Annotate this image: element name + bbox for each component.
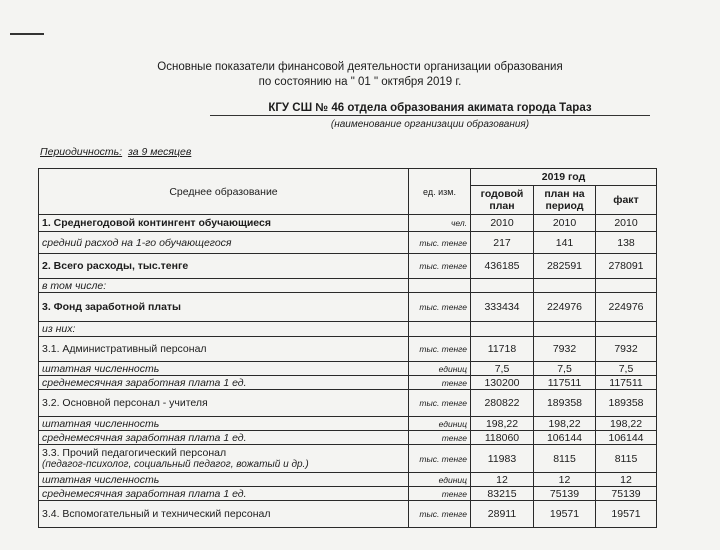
row-name: штатная численность bbox=[39, 362, 409, 376]
row-name: 1. Среднегодовой контингент обучающиеся bbox=[39, 215, 409, 232]
table-row bbox=[39, 445, 657, 473]
row-unit: единиц bbox=[409, 417, 471, 431]
row-unit: тыс. тенге bbox=[409, 445, 471, 473]
row-annual-plan: 198,22 bbox=[471, 417, 534, 431]
row-fact: 2010 bbox=[596, 215, 657, 232]
row-unit: тыс. тенге bbox=[409, 501, 471, 528]
row-fact: 19571 bbox=[596, 501, 657, 528]
row-annual-plan: 12 bbox=[471, 473, 534, 487]
table-row bbox=[39, 501, 657, 528]
document-title bbox=[0, 60, 720, 90]
row-unit: тыс. тенге bbox=[409, 337, 471, 362]
row-period-plan: 106144 bbox=[534, 431, 596, 445]
row-unit bbox=[409, 279, 471, 293]
row-period-plan bbox=[534, 322, 596, 337]
row-name: среднемесячная заработная плата 1 ед. bbox=[39, 376, 409, 390]
row-fact: 224976 bbox=[596, 293, 657, 322]
row-name: штатная численность bbox=[39, 473, 409, 487]
row-period-plan: 282591 bbox=[534, 254, 596, 279]
row-annual-plan: 11983 bbox=[471, 445, 534, 473]
table-row bbox=[39, 279, 657, 293]
row-name bbox=[39, 445, 409, 473]
row-name: 3. Фонд заработной платы bbox=[39, 293, 409, 322]
row-fact: 12 bbox=[596, 473, 657, 487]
row-annual-plan: 83215 bbox=[471, 487, 534, 501]
table-header bbox=[39, 169, 657, 215]
row-name: в том числе: bbox=[39, 279, 409, 293]
table-row bbox=[39, 487, 657, 501]
row-period-plan: 7932 bbox=[534, 337, 596, 362]
row-period-plan: 2010 bbox=[534, 215, 596, 232]
row-fact: 7932 bbox=[596, 337, 657, 362]
title-line-2: по состоянию на " 01 " октября 2019 г. bbox=[258, 76, 462, 88]
row-period-plan: 189358 bbox=[534, 390, 596, 417]
row-annual-plan: 280822 bbox=[471, 390, 534, 417]
row-unit: единиц bbox=[409, 473, 471, 487]
row-fact bbox=[596, 322, 657, 337]
row-unit: тенге bbox=[409, 431, 471, 445]
row-unit: тыс. тенге bbox=[409, 293, 471, 322]
row-period-plan: 7,5 bbox=[534, 362, 596, 376]
table-row bbox=[39, 337, 657, 362]
row-unit: чел. bbox=[409, 215, 471, 232]
row-name: штатная численность bbox=[39, 417, 409, 431]
row-annual-plan: 7,5 bbox=[471, 362, 534, 376]
row-name-line-1: 3.3. Прочий педагогический персонал bbox=[42, 446, 227, 459]
period-label: Периодичность: bbox=[40, 146, 123, 158]
financial-table bbox=[38, 168, 657, 528]
row-period-plan: 117511 bbox=[534, 376, 596, 390]
row-period-plan bbox=[534, 279, 596, 293]
row-unit: тыс. тенге bbox=[409, 254, 471, 279]
row-fact: 75139 bbox=[596, 487, 657, 501]
table-row bbox=[39, 322, 657, 337]
table-row bbox=[39, 293, 657, 322]
row-annual-plan bbox=[471, 322, 534, 337]
row-period-plan: 8115 bbox=[534, 445, 596, 473]
row-annual-plan: 118060 bbox=[471, 431, 534, 445]
row-period-plan: 141 bbox=[534, 232, 596, 254]
corner-mark bbox=[10, 33, 44, 35]
row-unit: тыс. тенге bbox=[409, 232, 471, 254]
row-fact: 117511 bbox=[596, 376, 657, 390]
row-fact: 7,5 bbox=[596, 362, 657, 376]
table-row bbox=[39, 362, 657, 376]
row-fact: 198,22 bbox=[596, 417, 657, 431]
row-name: среднемесячная заработная плата 1 ед. bbox=[39, 487, 409, 501]
row-name-line-2: (педагог-психолог, социальный педагог, вожатый и др.) bbox=[42, 458, 309, 470]
header-year: 2019 год bbox=[471, 169, 657, 186]
table-row bbox=[39, 254, 657, 279]
row-name: из них: bbox=[39, 322, 409, 337]
table-row bbox=[39, 431, 657, 445]
row-fact: 189358 bbox=[596, 390, 657, 417]
row-unit: тенге bbox=[409, 487, 471, 501]
row-annual-plan: 11718 bbox=[471, 337, 534, 362]
row-unit bbox=[409, 322, 471, 337]
row-fact: 278091 bbox=[596, 254, 657, 279]
row-name: 3.4. Вспомогательный и технический персонал bbox=[39, 501, 409, 528]
row-period-plan: 19571 bbox=[534, 501, 596, 528]
header-annual-plan: годовой план bbox=[471, 186, 534, 215]
table-row bbox=[39, 215, 657, 232]
row-annual-plan: 217 bbox=[471, 232, 534, 254]
table-row bbox=[39, 232, 657, 254]
row-name: 2. Всего расходы, тыс.тенге bbox=[39, 254, 409, 279]
row-fact: 8115 bbox=[596, 445, 657, 473]
row-annual-plan: 28911 bbox=[471, 501, 534, 528]
row-fact: 138 bbox=[596, 232, 657, 254]
row-name: среднемесячная заработная плата 1 ед. bbox=[39, 431, 409, 445]
row-period-plan: 224976 bbox=[534, 293, 596, 322]
row-annual-plan: 130200 bbox=[471, 376, 534, 390]
row-period-plan: 198,22 bbox=[534, 417, 596, 431]
header-section: Среднее образование bbox=[39, 169, 409, 215]
table-row bbox=[39, 417, 657, 431]
row-annual-plan bbox=[471, 279, 534, 293]
periodicity bbox=[40, 146, 191, 158]
row-annual-plan: 333434 bbox=[471, 293, 534, 322]
table-row bbox=[39, 473, 657, 487]
row-annual-plan: 2010 bbox=[471, 215, 534, 232]
table-row bbox=[39, 390, 657, 417]
table-body bbox=[39, 215, 657, 528]
organization-caption: (наименование организации образования) bbox=[330, 119, 530, 130]
row-name: средний расход на 1-го обучающегося bbox=[39, 232, 409, 254]
row-unit: тыс. тенге bbox=[409, 390, 471, 417]
header-unit: ед. изм. bbox=[409, 169, 471, 215]
header-fact: факт bbox=[596, 186, 657, 215]
row-annual-plan: 436185 bbox=[471, 254, 534, 279]
row-fact: 106144 bbox=[596, 431, 657, 445]
organization-name: КГУ СШ № 46 отдела образования акимата города Тараз bbox=[210, 102, 650, 116]
table-row bbox=[39, 376, 657, 390]
row-period-plan: 75139 bbox=[534, 487, 596, 501]
header-period-plan: план на период bbox=[534, 186, 596, 215]
row-period-plan: 12 bbox=[534, 473, 596, 487]
row-fact bbox=[596, 279, 657, 293]
row-name: 3.2. Основной персонал - учителя bbox=[39, 390, 409, 417]
row-unit: единиц bbox=[409, 362, 471, 376]
row-unit: тенге bbox=[409, 376, 471, 390]
period-value: за 9 месяцев bbox=[127, 146, 192, 158]
title-line-1: Основные показатели финансовой деятельности организации образования bbox=[157, 61, 563, 73]
row-name: 3.1. Административный персонал bbox=[39, 337, 409, 362]
